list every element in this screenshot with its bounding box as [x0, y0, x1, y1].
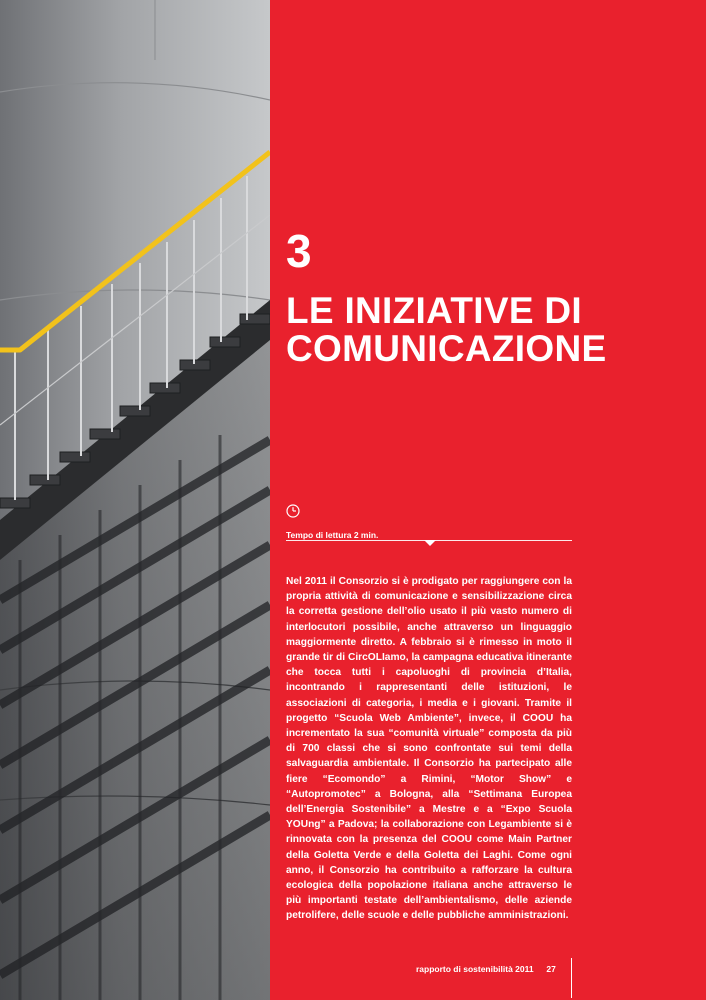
chapter-panel: [270, 0, 706, 1000]
clock-icon: [286, 504, 300, 518]
footer: [416, 964, 556, 974]
footer-rule: [571, 958, 572, 998]
body-paragraph: Nel 2011 il Consorzio si è prodigato per raggiungere con la propria attività di comunicazione e sensibilizzazione circa la corretta gestione dell’olio usato il più vasto numero di interlocutori possibile, anche attraverso un linguaggio maggiormente diretto. A febbraio si è rimesso in moto il grande tir di CircOLIamo, la campagna educativa itinerante che tocca tutti i capoluoghi di provincia d’Italia, incontrando i rappresentanti delle istituzioni, le associazioni di categoria, i media e i giovani. Tramite il progetto “Scuola Web Ambiente”, invece, il COOU ha incrementato la sua “comunità virtuale” composta da più di 700 classi che si sono confrontate sui temi della salvaguardia ambientale. Il Consorzio ha partecipato alle fiere “Ecomondo” a Rimini, “Motor Show” e “Autopromotec” a Bologna, alla “Settimana Europea dell’Energia Sostenibile” a Mestre e a “Expo Scuola YOUng” a Padova; la collaborazione con Legambiente si è rinnovata con la presenza del COOU come Main Partner della Goletta Verde e della Goletta dei Laghi. Come ogni anno, il Consorzio ha contribuito a rafforzare la cultura ecologica della popolazione italiana anche attraverso le più importanti testate dell’ambientalismo, delle aziende petrolifere, delle scuole e delle pubbliche amministrazioni.: [286, 576, 572, 922]
staircase-illustration: [0, 0, 270, 1000]
footer-label: rapporto di sostenibilità 2011: [416, 964, 534, 974]
page-number: 27: [546, 964, 556, 974]
reading-time: Tempo di lettura 2 min.: [286, 530, 379, 540]
cover-photo: [0, 0, 270, 1000]
chapter-title: LE INIZIATIVE DI COMUNICAZIONE: [286, 290, 607, 369]
divider-arrow-icon: [424, 540, 436, 546]
chapter-number: 3: [286, 225, 312, 277]
